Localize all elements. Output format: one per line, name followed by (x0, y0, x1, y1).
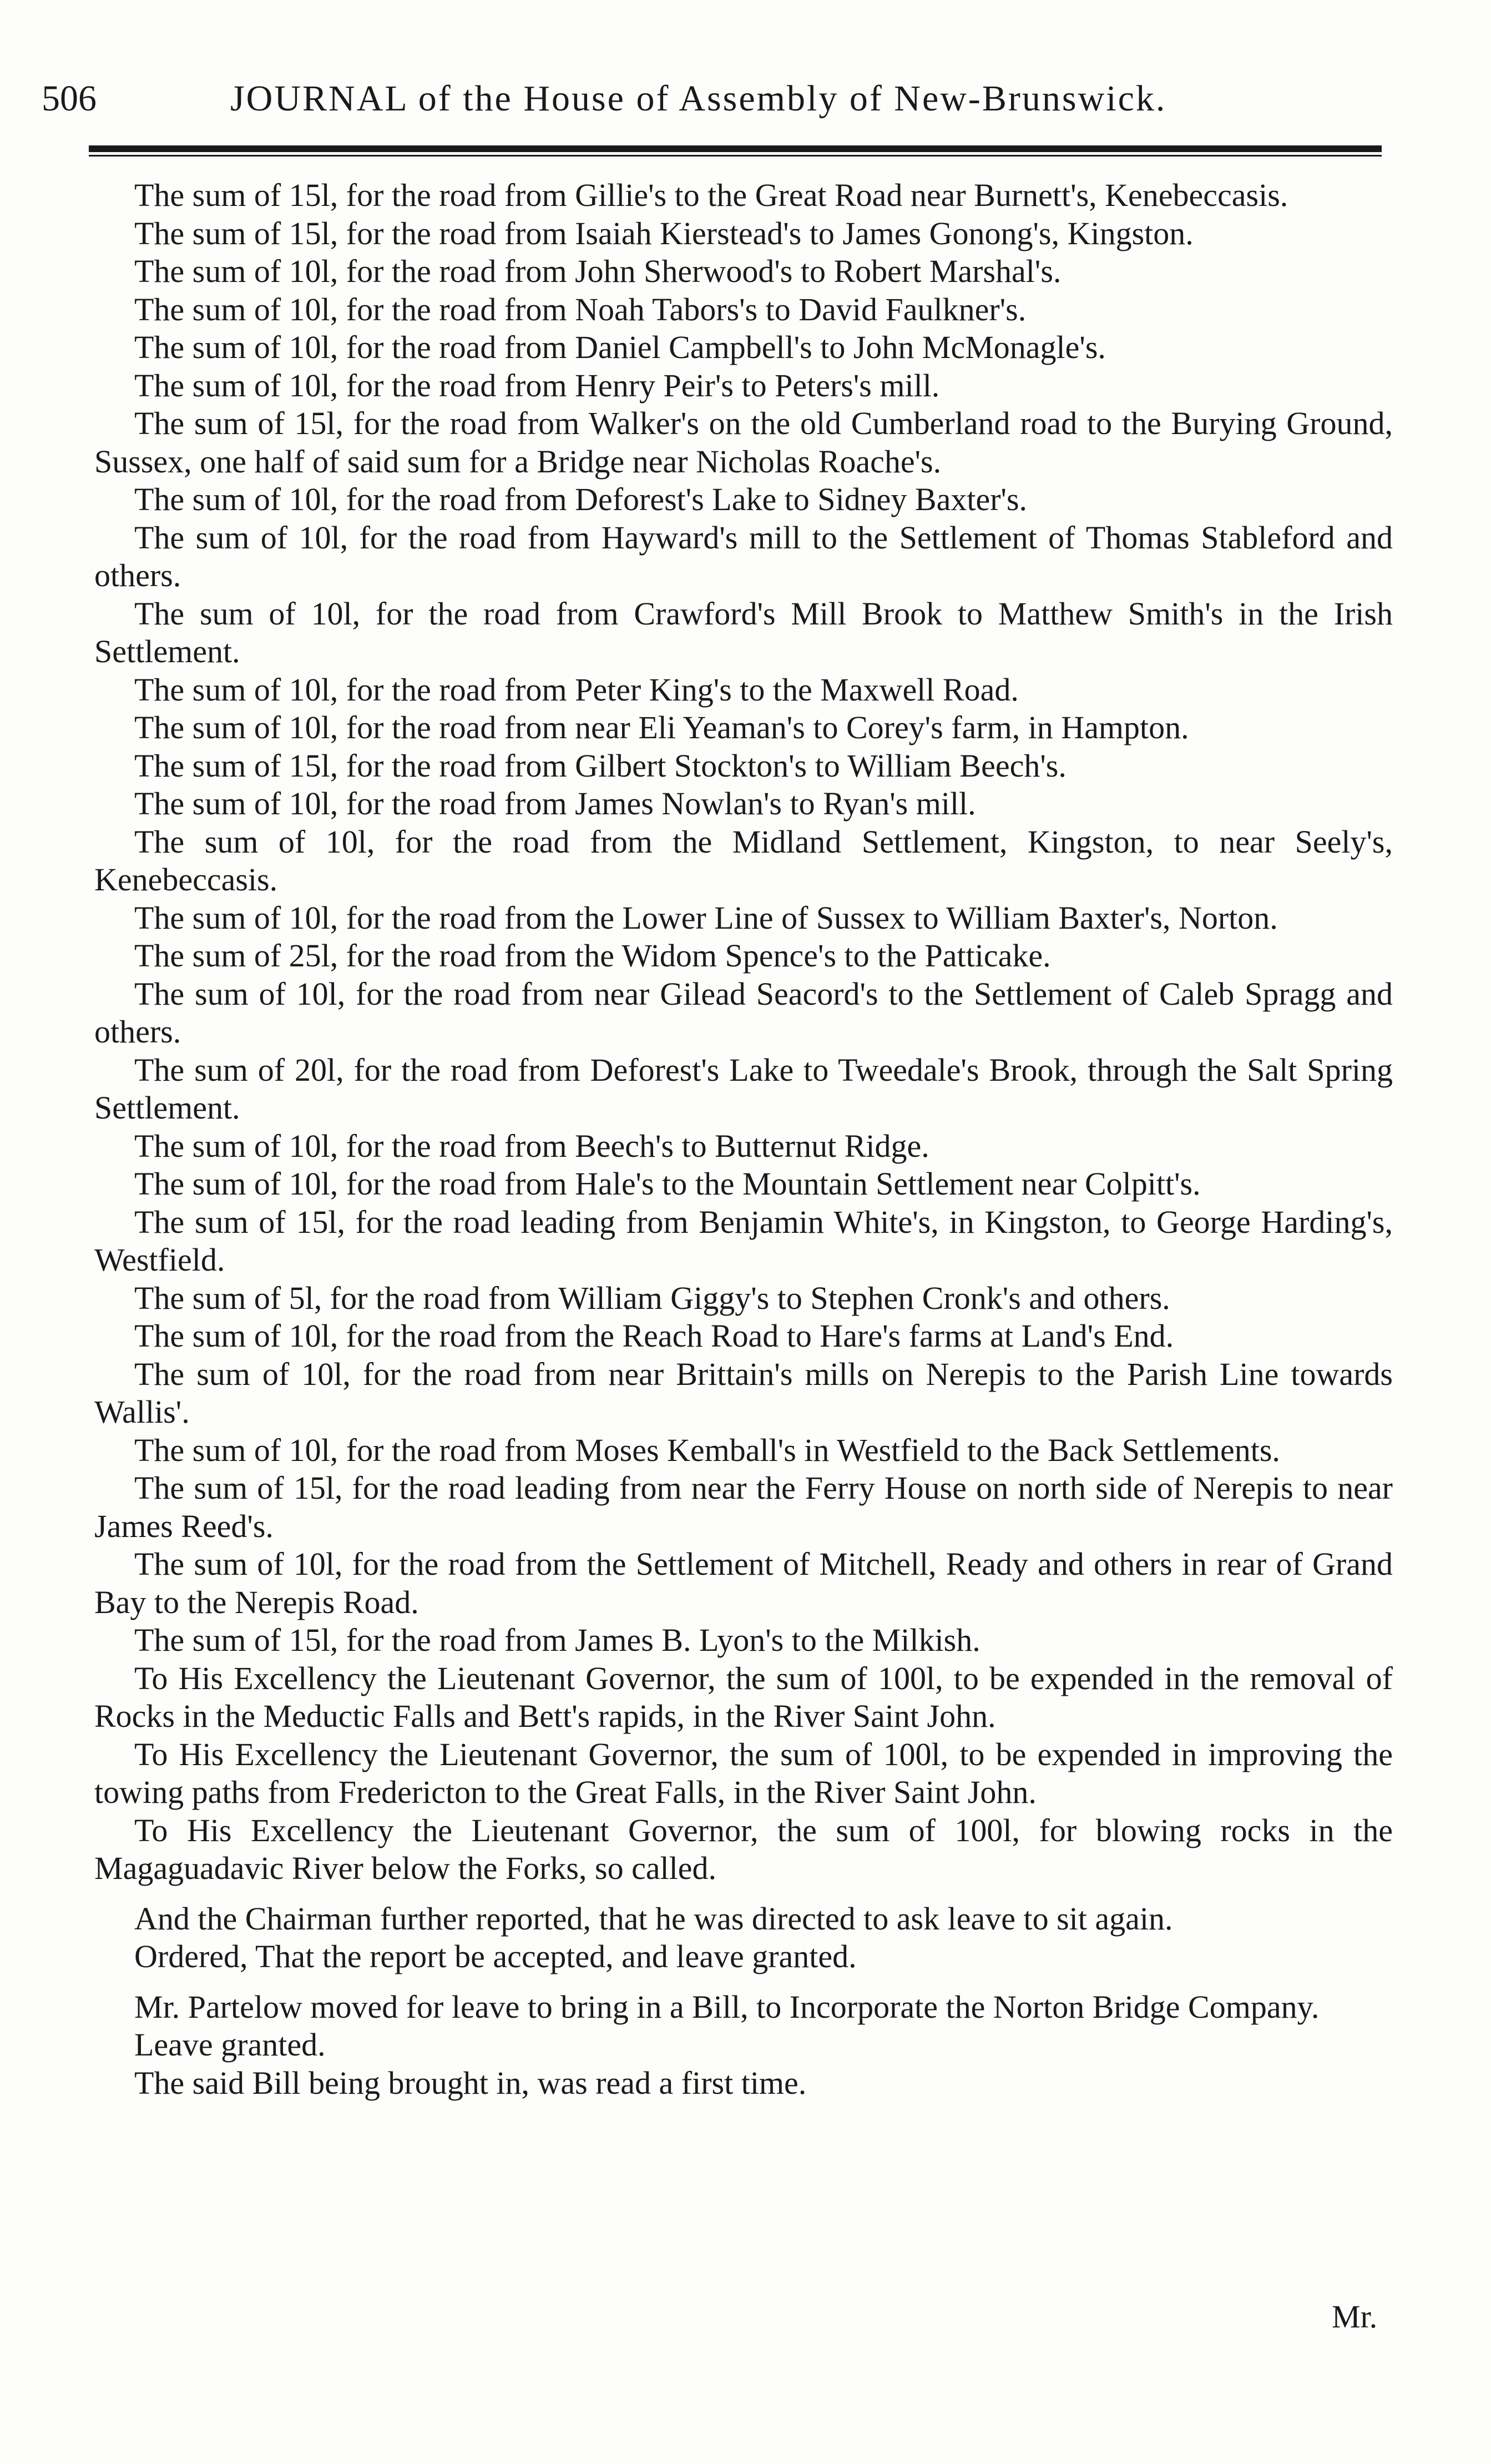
paragraph: The sum of 5l, for the road from William Giggy's to Stephen Cronk's and others. (134, 1279, 1170, 1316)
paragraph: The sum of 10l, for the road from Noah Tabors's to David Faulkner's. (134, 291, 1027, 327)
paragraph: The sum of 10l, for the road from near Eli Yeaman's to Corey's farm, in Hampton. (134, 709, 1189, 745)
paragraph: The sum of 10l, for the road from Daniel Campbell's to John McMonagle's. (134, 329, 1106, 365)
catchword: Mr. (1332, 2299, 1378, 2335)
paragraph: The sum of 10l, for the road from near Brittain's mills on Nerepis to the Parish Line towards Wallis'. (94, 1356, 1393, 1430)
paragraph: The sum of 20l, for the road from Deforest's Lake to Tweedale's Brook, through the Salt Spring Settlement. (94, 1051, 1393, 1126)
header-rule-thin (89, 155, 1382, 157)
paragraph: The sum of 15l, for the road leading from Benjamin White's, in Kingston, to George Harding's, Westfield. (94, 1203, 1393, 1278)
paragraph-ordered: Ordered, That the report be accepted, and leave granted. (134, 1938, 857, 1974)
paragraph: The sum of 10l, for the road from Hale's to the Mountain Settlement near Colpitt's. (134, 1166, 1201, 1202)
paragraph: The sum of 15l, for the road from James B. Lyon's to the Milkish. (134, 1622, 980, 1658)
paragraph: The sum of 10l, for the road from Deforest's Lake to Sidney Baxter's. (134, 481, 1028, 517)
paragraph: To His Excellency the Lieutenant Governor, the sum of 100l, to be expended in improving the towing paths from Fredericton to the Great Falls, in the River Saint John. (94, 1736, 1393, 1810)
paragraph: The sum of 15l, for the road from Gillie's to the Great Road near Burnett's, Kenebeccasis. (134, 177, 1288, 213)
paragraph-chairman-report: And the Chairman further reported, that he was directed to ask leave to sit again. (134, 1900, 1173, 1937)
paragraph: The sum of 10l, for the road from James Nowlan's to Ryan's mill. (134, 785, 976, 822)
paragraph: The sum of 15l, for the road from Walker's on the old Cumberland road to the Burying Ground, Sussex, one half of said sum for a Bridge near Nicholas Roache's. (94, 405, 1393, 480)
paragraph: The sum of 10l, for the road from Moses Kemball's in Westfield to the Back Settlements. (134, 1432, 1280, 1468)
paragraph-first-reading: The said Bill being brought in, was read a first time. (134, 2064, 807, 2101)
paragraph: The sum of 15l, for the road leading from near the Ferry House on north side of Nerepis to near James Reed's. (94, 1470, 1393, 1544)
page-number: 506 (42, 78, 97, 119)
paragraph: The sum of 10l, for the road from John Sherwood's to Robert Marshal's. (134, 253, 1062, 289)
paragraph: The sum of 10l, for the road from Henry Peir's to Peters's mill. (134, 367, 940, 404)
paragraph: The sum of 10l, for the road from the Lower Line of Sussex to William Baxter's, Norton. (134, 899, 1278, 936)
paragraph: The sum of 10l, for the road from Peter King's to the Maxwell Road. (134, 671, 1019, 708)
paragraph: The sum of 15l, for the road from Isaiah Kierstead's to James Gonong's, Kingston. (134, 215, 1194, 251)
paragraph: To His Excellency the Lieutenant Governor, the sum of 100l, for blowing rocks in the Magaguadavic River below the Forks, so called. (94, 1812, 1393, 1886)
paragraph: To His Excellency the Lieutenant Governor, the sum of 100l, to be expended in the removal of Rocks in the Meductic Falls and Bett's rapids, in the River Saint John. (94, 1660, 1393, 1734)
header-rule-thick (89, 145, 1382, 152)
paragraph: The sum of 10l, for the road from the Reach Road to Hare's farms at Land's End. (134, 1318, 1174, 1354)
paragraph: The sum of 10l, for the road from the Settlement of Mitchell, Ready and others in rear of Grand Bay to the Nerepis Road. (94, 1546, 1393, 1620)
body-text (94, 177, 1393, 2102)
paragraph: The sum of 10l, for the road from Hayward's mill to the Settlement of Thomas Stableford and others. (94, 519, 1393, 593)
running-head: JOURNAL of the House of Assembly of New-Brunswick. (230, 78, 1167, 119)
paragraph: The sum of 25l, for the road from the Widom Spence's to the Patticake. (134, 938, 1051, 974)
paragraph-leave-granted: Leave granted. (134, 2027, 326, 2063)
paragraph: The sum of 10l, for the road from the Midland Settlement, Kingston, to near Seely's, Kenebeccasis. (94, 823, 1393, 898)
paragraph: The sum of 10l, for the road from Crawford's Mill Brook to Matthew Smith's in the Irish Settlement. (94, 595, 1393, 669)
paragraph: The sum of 10l, for the road from near Gilead Seacord's to the Settlement of Caleb Spragg and others. (94, 975, 1393, 1050)
paragraph: The sum of 15l, for the road from Gilbert Stockton's to William Beech's. (134, 747, 1067, 784)
paragraph: The sum of 10l, for the road from Beech's to Butternut Ridge. (134, 1127, 929, 1164)
page-header (42, 78, 1384, 122)
paragraph-motion: Mr. Partelow moved for leave to bring in a Bill, to Incorporate the Norton Bridge Company. (134, 1988, 1320, 2025)
